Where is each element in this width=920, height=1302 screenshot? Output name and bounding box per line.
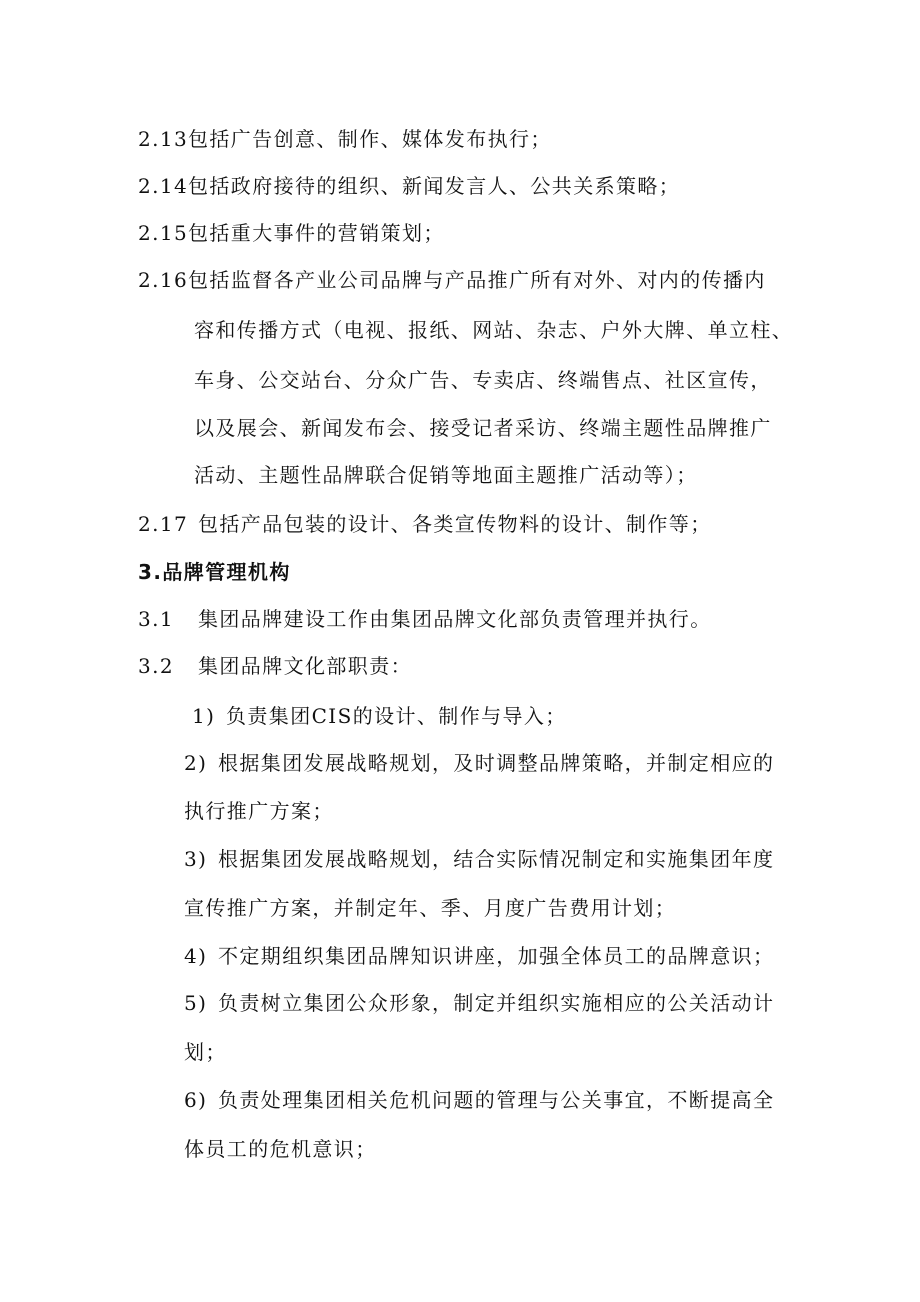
duty-number: 1) xyxy=(192,704,216,728)
duty-item-1 xyxy=(192,704,567,728)
duty-text: 负责集团CIS的设计、制作与导入； xyxy=(226,704,567,728)
item-number: 2.16 xyxy=(138,268,189,292)
duty-number: 5) xyxy=(184,991,208,1015)
duty-text: 负责树立集团公众形象，制定并组织实施相应的公关活动计 xyxy=(218,991,775,1015)
item-2-15 xyxy=(138,221,445,245)
item-text: 包括监督各产业公司品牌与产品推广所有对外、对内的传播内 xyxy=(188,268,766,292)
item-text: 集团品牌建设工作由集团品牌文化部负责管理并执行。 xyxy=(198,607,712,631)
item-2-14 xyxy=(138,174,680,198)
duty-continuation: 体员工的危机意识； xyxy=(184,1137,377,1161)
item-2-16-continuation: 车身、公交站台、分众广告、专卖店、终端售点、社区宣传， xyxy=(194,368,772,392)
duty-item-6 xyxy=(184,1088,774,1112)
duty-text: 根据集团发展战略规划，结合实际情况制定和实施集团年度 xyxy=(218,847,775,871)
item-2-16-continuation: 活动、主题性品牌联合促销等地面主题推广活动等）； xyxy=(194,463,698,487)
item-number: 2.14 xyxy=(138,174,189,198)
duty-text: 不定期组织集团品牌知识讲座，加强全体员工的品牌意识； xyxy=(218,944,775,968)
item-text: 包括重大事件的营销策划； xyxy=(188,221,445,245)
item-text: 集团品牌文化部职责： xyxy=(198,654,412,678)
duty-item-2 xyxy=(184,751,774,775)
duty-item-4 xyxy=(184,944,774,968)
duty-item-5 xyxy=(184,991,774,1015)
duty-text: 根据集团发展战略规划，及时调整品牌策略，并制定相应的 xyxy=(218,751,775,775)
item-text: 包括产品包装的设计、各类宣传物料的设计、制作等； xyxy=(198,512,712,536)
duty-continuation: 宣传推广方案，并制定年、季、月度广告费用计划； xyxy=(184,896,677,920)
item-2-13 xyxy=(138,127,552,151)
duty-item-3 xyxy=(184,847,774,871)
duty-continuation: 执行推广方案； xyxy=(184,799,334,823)
item-number: 2.17 xyxy=(138,512,189,536)
item-number: 2.15 xyxy=(138,221,189,245)
duty-continuation: 划； xyxy=(184,1040,227,1064)
item-text: 包括政府接待的组织、新闻发言人、公共关系策略； xyxy=(188,174,681,198)
item-number: 3.2 xyxy=(138,654,175,678)
duty-number: 6) xyxy=(184,1088,208,1112)
item-number: 3.1 xyxy=(138,607,175,631)
item-2-16-continuation: 容和传播方式（电视、报纸、网站、杂志、户外大牌、单立柱、 xyxy=(194,318,794,342)
item-3-2 xyxy=(138,654,412,678)
item-2-17 xyxy=(138,512,712,536)
item-number: 2.13 xyxy=(138,127,189,151)
duty-text: 负责处理集团相关危机问题的管理与公关事宜，不断提高全 xyxy=(218,1088,775,1112)
item-text: 包括广告创意、制作、媒体发布执行； xyxy=(188,127,552,151)
item-3-1 xyxy=(138,607,712,631)
duty-number: 2) xyxy=(184,751,208,775)
section-heading: 3.品牌管理机构 xyxy=(138,560,291,584)
duty-number: 3) xyxy=(184,847,208,871)
item-2-16-continuation: 以及展会、新闻发布会、接受记者采访、终端主题性品牌推广 xyxy=(194,416,772,440)
item-2-16 xyxy=(138,268,766,292)
duty-number: 4) xyxy=(184,944,208,968)
